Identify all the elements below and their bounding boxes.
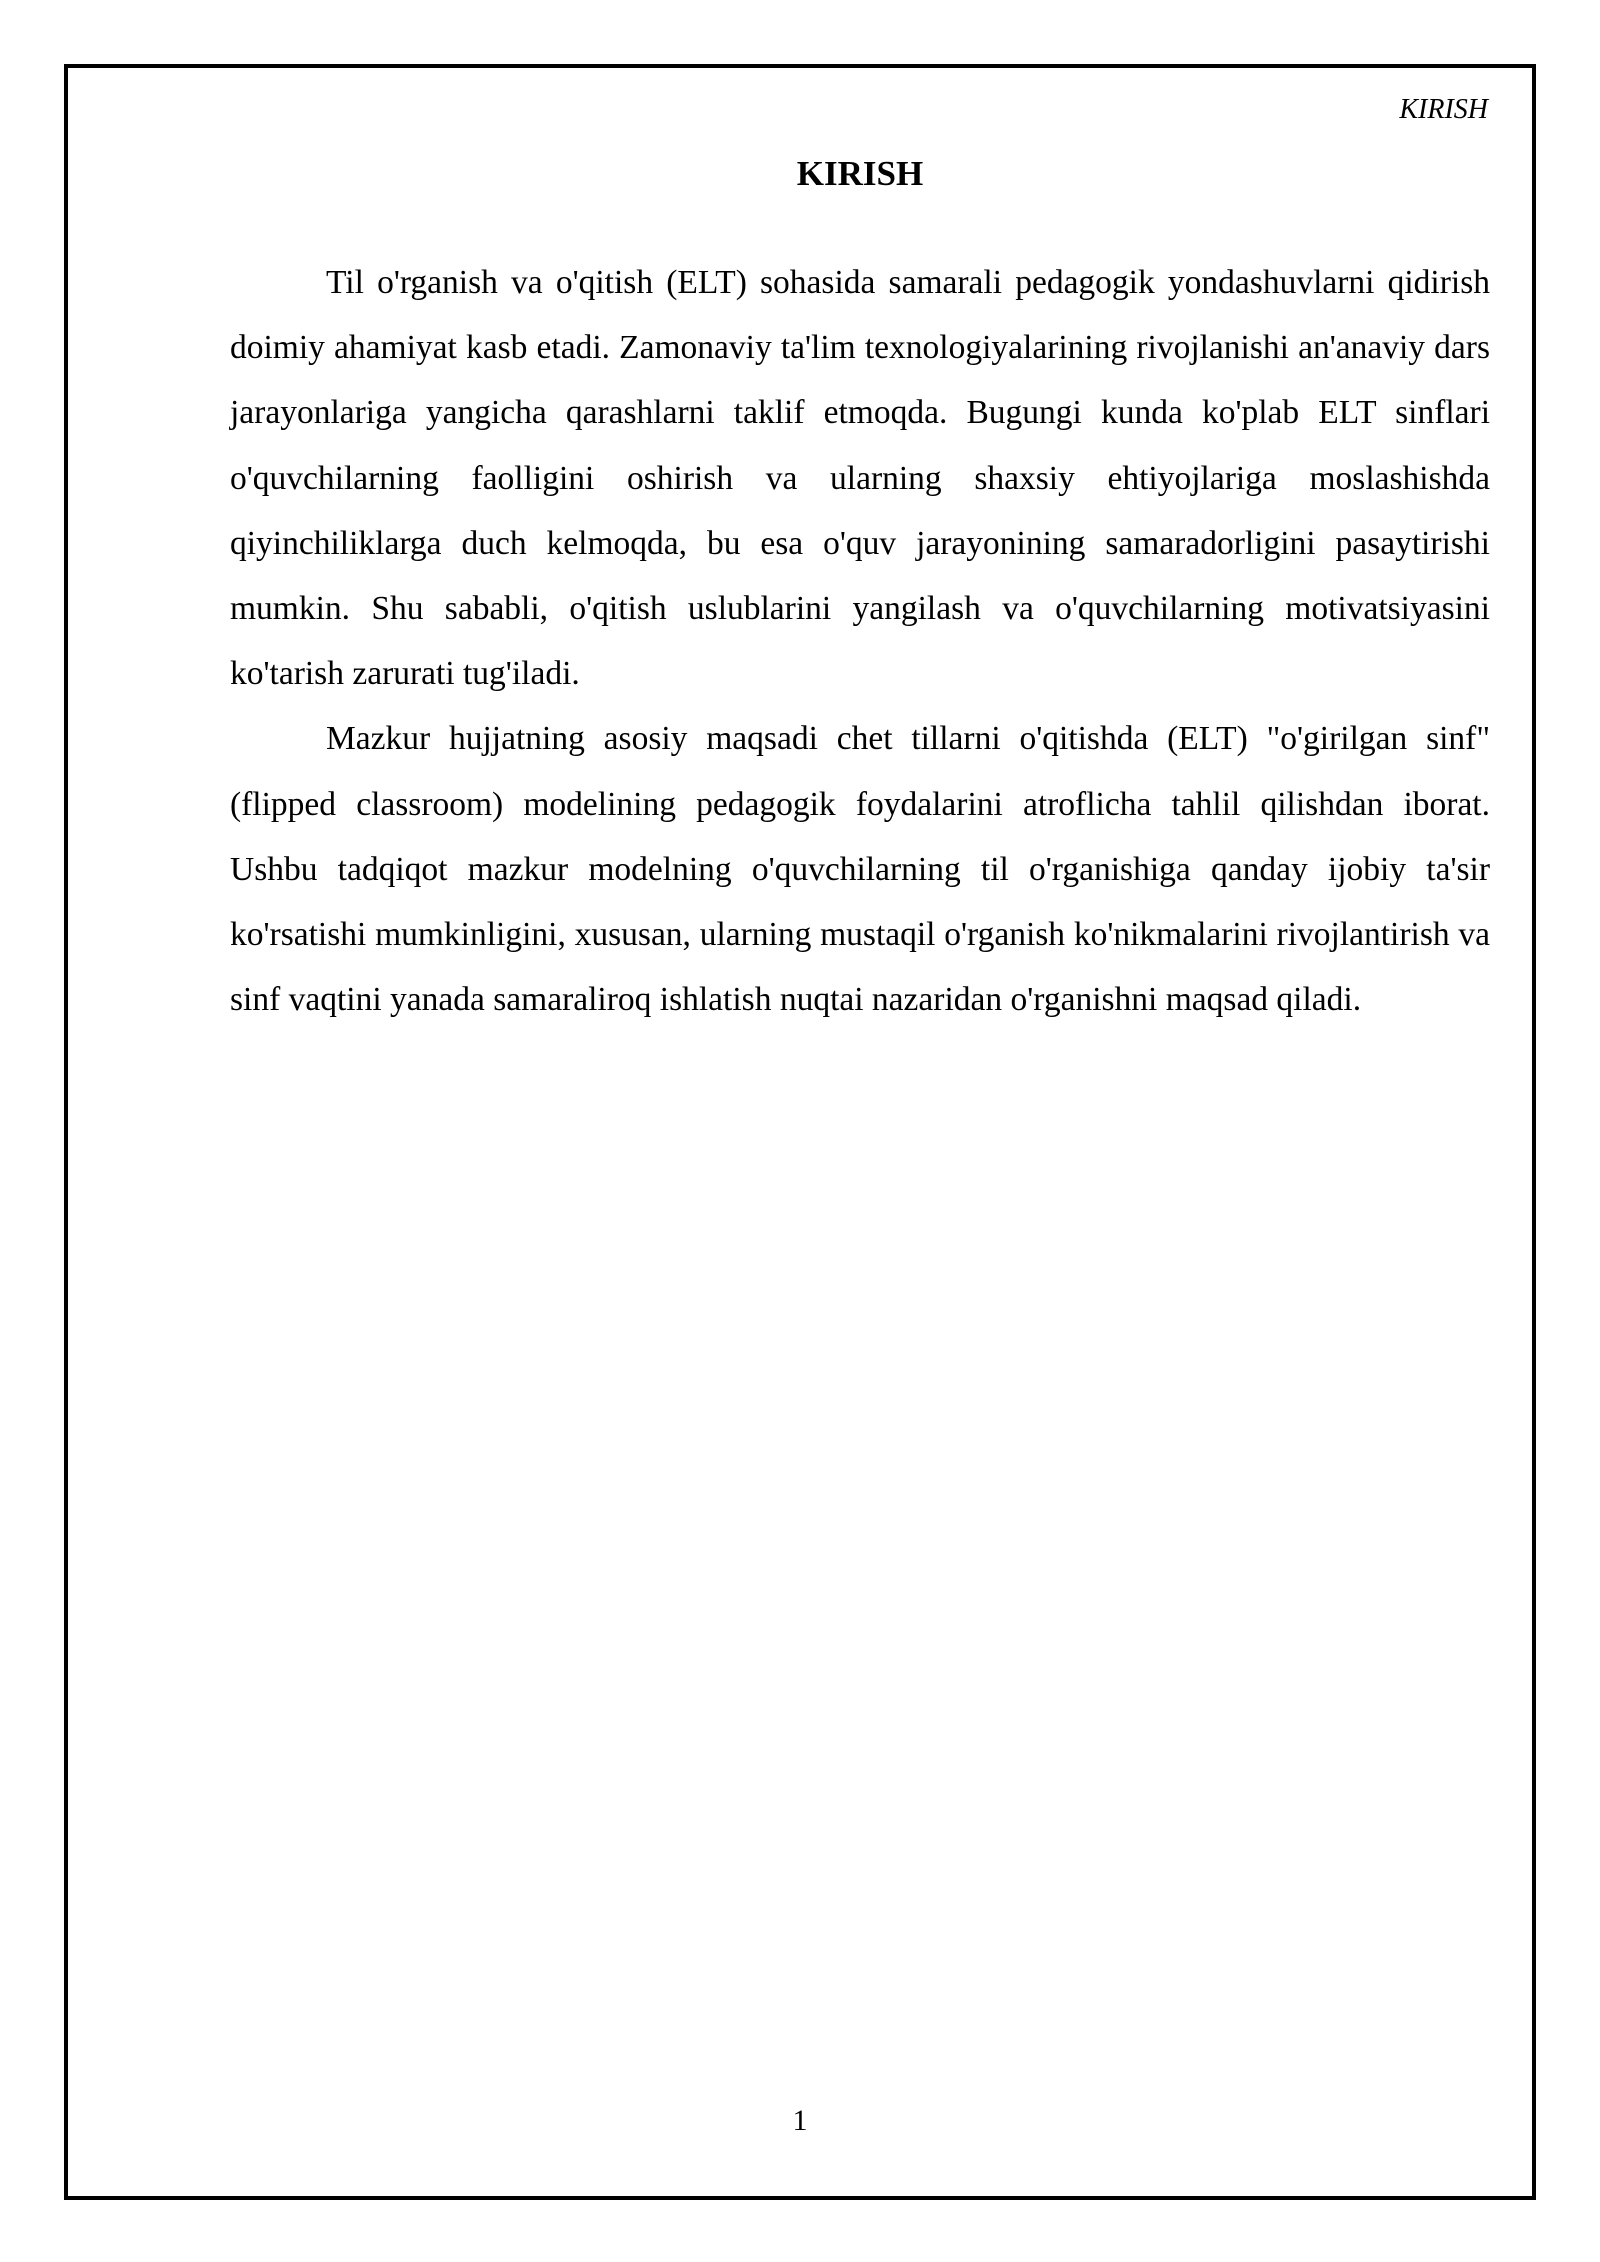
paragraph-2: Mazkur hujjatning asosiy maqsadi chet tillarni o'qitishda (ELT) "o'girilgan sinf" (flipped classroom) modelining pedagogik foydalarini atroflicha tahlil qilishdan iborat. Ushbu tadqiqot mazkur modelning o'quvchilarning til o'rganishiga qanday ijobiy ta'sir ko'rsatishi mumkinligini, xususan, ularning mustaqil o'rganish ko'nikmalarini rivojlantirish va sinf vaqtini yanada samaraliroq ishlatish nuqtai nazaridan o'rganishni maqsad qiladi. (230, 720, 1490, 1019)
paragraph-1: Til o'rganish va o'qitish (ELT) sohasida samarali pedagogik yondashuvlarni qidirish doimiy ahamiyat kasb etadi. Zamonaviy ta'lim texnologiyalarining rivojlanishi an'anaviy dars jarayonlariga yangicha qarashlarni taklif etmoqda. Bugungi kunda ko'plab ELT sinflari o'quvchilarning faolligini oshirish va ularning shaxsiy ehtiyojlariga moslashishda qiyinchiliklarga duch kelmoqda, bu esa o'quv jarayonining samaradorligini pasaytirishi mumkin. Shu sababli, o'qitish uslublarini yangilash va o'quvchilarning motivatsiyasini ko'tarish zarurati tug'iladi. (230, 264, 1490, 693)
section-title: KIRISH (796, 154, 924, 193)
running-header: KIRISH (1399, 94, 1488, 125)
page-number: 1 (792, 2104, 808, 2137)
body-text (230, 250, 1490, 1032)
